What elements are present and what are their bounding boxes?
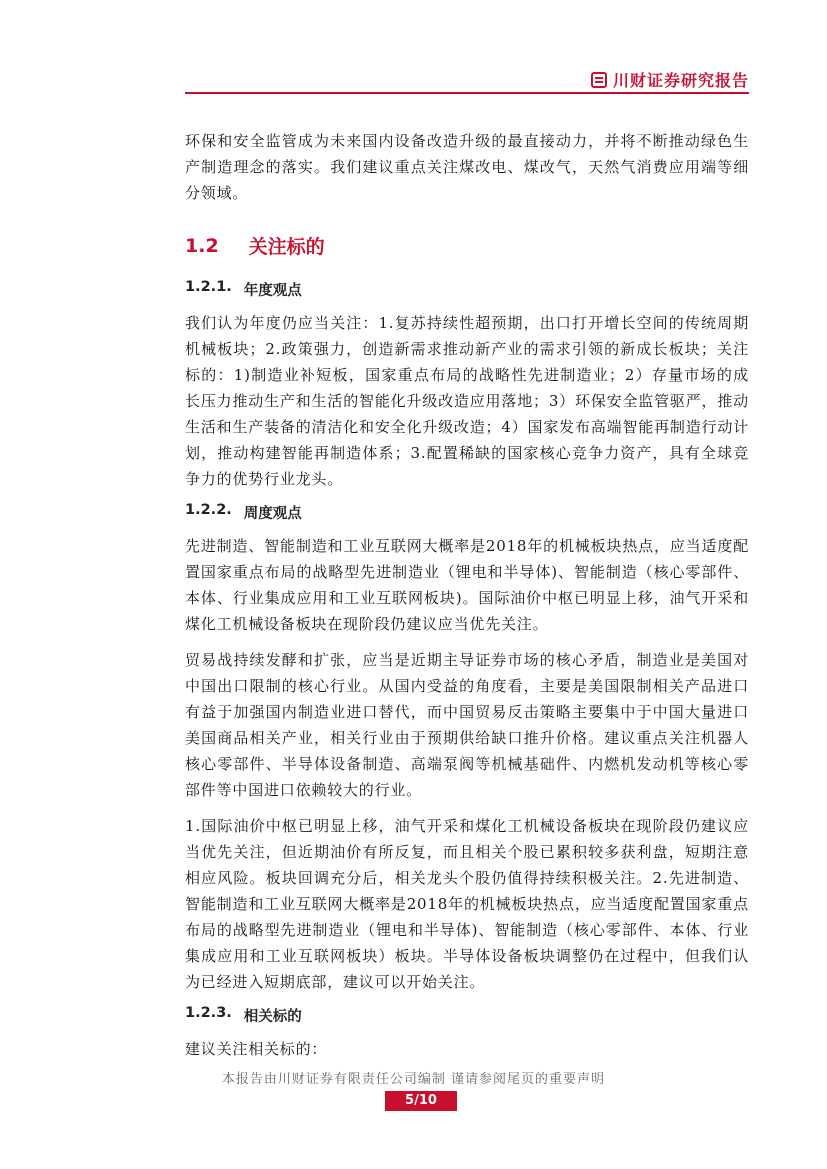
subsection-title: 年度观点 [243,283,302,299]
report-body [185,128,749,1072]
related-targets-paragraph: 建议关注相关标的： [185,1040,328,1058]
subsection-number: 1.2.3. [185,1005,232,1021]
weekly-view-paragraph: 贸易战持续发酵和扩张，应当是近期主导证券市场的核心矛盾，制造业是美国对中国出口限制的核心行业。从国内受益的角度看，主要是美国限制相关产品进口有益于加强国内制造业进口替代，而中国贸易反击策略主要集中于中国大量进口美国商品相关产业，相关行业由于预期供给缺口推升价格。建议重点关注机器人核心零部件、半导体设备制造、高端泵阀等机械基础件、内燃机发动机等核心零部件等中国进口依赖较大的行业。 [185,651,749,799]
intro-paragraph: 环保和安全监管成为未来国内设备改造升级的最直接动力，并将不断推动绿色生产制造理念的落实。我们建议重点关注煤改电、煤改气，天然气消费应用端等细分领域。 [185,132,749,202]
header-divider [185,92,749,94]
weekly-view-paragraph: 先进制造、智能制造和工业互联网大概率是2018年的机械板块热点，应当适度配置国家重点布局的战略型先进制造业（锂电和半导体)、智能制造（核心零部件、本体、行业集成应用和工业互联网板块)。国际油价中枢已明显上移，油气开采和煤化工机械设备板块在现阶段仍建议应当优先关注。 [185,537,749,633]
annual-view-paragraph: 我们认为年度仍应当关注：1.复苏持续性超预期，出口打开增长空间的传统周期机械板块；2.政策强力，创造新需求推动新产业的需求引领的新成长板块；关注标的：1)制造业补短板，国家重点布局的战略性先进制造业；2）存量市场的成长压力推动生产和生活的智能化升级改造应用落地；3）环保安全监管驱严，推动生活和生产装备的清洁化和安全化升级改造；4）国家发布高端智能再制造行动计划，推动构建智能再制造体系；3.配置稀缺的国家核心竞争力资产，具有全球竞争力的优势行业龙头。 [185,314,749,488]
chuancai-logo-icon [591,72,607,88]
section-title: 关注标的 [248,236,325,258]
section-number: 1.2 [185,234,219,257]
header-brand [591,68,749,91]
weekly-view-paragraph: 1.国际油价中枢已明显上移，油气开采和煤化工机械设备板块在现阶段仍建议应当优先关注，但近期油价有所反复，而且相关个股已累积较多获利盘，短期注意相应风险。板块回调充分后，相关龙头个股仍值得持续积极关注。2.先进制造、智能制造和工业互联网大概率是2018年的机械板块热点，应当适度配置国家重点布局的战略型先进制造业（锂电和半导体)、智能制造（核心零部件、本体、行业集成应用和工业互联网板块）板块。半导体设备板块调整仍在过程中，但我们认为已经进入短期底部，建议可以开始关注。 [185,817,749,991]
subsection-heading-weekly [185,502,749,523]
subsection-title: 相关标的 [243,1009,302,1025]
section-heading [185,232,749,259]
page-number: 5/10 [385,1091,457,1111]
subsection-heading-related [185,1005,749,1026]
subsection-heading-annual [185,279,749,300]
brand-name: 川财证券研究报告 [612,71,749,90]
subsection-number: 1.2.1. [185,279,232,295]
subsection-title: 周度观点 [243,506,302,522]
subsection-number: 1.2.2. [185,502,232,518]
footer-disclaimer: 本报告由川财证券有限责任公司编制 谨请参阅尾页的重要声明 [221,1072,606,1087]
